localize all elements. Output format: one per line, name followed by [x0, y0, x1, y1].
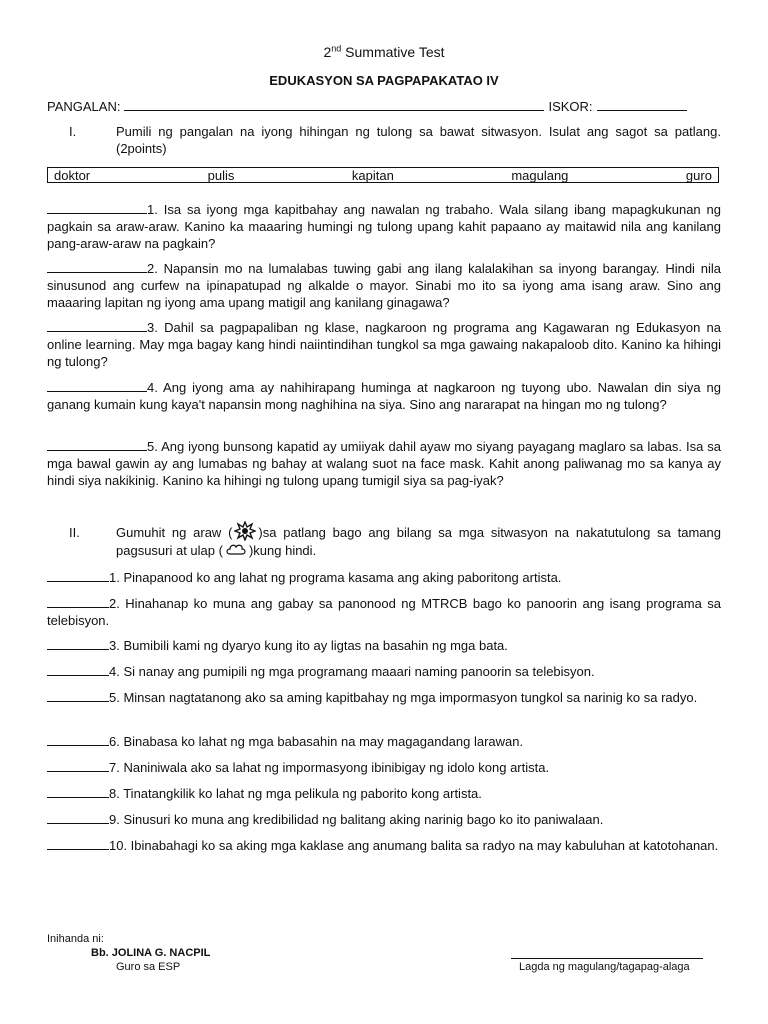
choice-item: guro	[685, 168, 712, 183]
part1-question	[47, 201, 721, 252]
part2-question	[47, 759, 721, 776]
question-text: 5. Minsan nagtatanong ako sa aming kapitbahay ng mga impormasyon tungkol sa narinig ko sa radyo.	[109, 690, 698, 705]
page-title	[0, 44, 768, 61]
answer-blank[interactable]	[47, 595, 109, 608]
answer-blank[interactable]	[47, 260, 147, 273]
part1-question	[47, 260, 721, 311]
part2-question	[47, 569, 721, 586]
teacher-name: Bb. JOLINA G. NACPIL	[91, 947, 211, 959]
question-text: 1. Pinapanood ko ang lahat ng programa kasama ang aking paboritong artista.	[109, 570, 562, 585]
answer-blank[interactable]	[47, 689, 109, 702]
part2-question	[47, 811, 721, 828]
part2-question	[47, 637, 721, 654]
answer-blank[interactable]	[47, 811, 109, 824]
question-text: 9. Sinusuri ko muna ang kredibilidad ng balitang aking narinig bago ko ito paniwalaan.	[109, 812, 604, 827]
question-text: 7. Naniniwala ako sa lahat ng impormasyong ibinibigay ng idolo kong artista.	[109, 760, 550, 775]
question-text: 6. Binabasa ko lahat ng mga babasahin na may magagandang larawan.	[109, 734, 524, 749]
part2-question	[47, 689, 721, 706]
answer-blank[interactable]	[47, 759, 109, 772]
sun-icon	[234, 521, 256, 541]
question-text: 3. Bumibili kami ng dyaryo kung ito ay ligtas na basahin ng mga bata.	[109, 638, 508, 653]
part1-numeral: I.	[69, 124, 77, 139]
question-text: 1. Isa sa iyong mga kapitbahay ang nawalan ng trabaho. Wala silang ibang mapagkukunan ng pagkain sa araw-araw. Kanino ka maaaring humingi ng tulong upang kahit papaano ay maitawid nila ang kanilang pang-araw-araw na pagkain?	[47, 202, 721, 251]
question-text: 2. Hinahanap ko muna ang gabay sa panonood ng MTRCB bago ko panoorin ang isang programa sa telebisyon.	[47, 596, 721, 628]
part1-question	[47, 319, 721, 370]
cloud-icon	[225, 542, 247, 556]
choice-item: magulang	[511, 168, 569, 183]
choices-box	[47, 167, 719, 183]
part2-numeral: II.	[69, 525, 80, 540]
part2-instruction-c: )kung hindi.	[248, 543, 317, 558]
question-text: 8. Tinatangkilik ko lahat ng mga pelikula ng paborito kong artista.	[109, 786, 482, 801]
subject-title: EDUKASYON SA PAGPAPAKATAO IV	[269, 73, 499, 88]
answer-blank[interactable]	[47, 733, 109, 746]
score-label: ISKOR:	[548, 99, 593, 114]
choice-item: pulis	[207, 168, 235, 183]
title-number: 2	[323, 44, 332, 60]
prepared-by-label: Inihanda ni:	[47, 933, 104, 945]
question-text: 4. Si nanay ang pumipili ng mga programang maaari naming panoorin sa telebisyon.	[109, 664, 595, 679]
answer-blank[interactable]	[47, 785, 109, 798]
answer-blank[interactable]	[47, 438, 147, 451]
part1-instruction: Pumili ng pangalan na iyong hihingan ng tulong sa bawat sitwasyon. Isulat ang sagot sa patlang.(2points)	[116, 124, 721, 156]
question-text: 4. Ang iyong ama ay nahihirapang huminga at nagkaroon ng tuyong ubo. Nawalan din siya ng ganang kumain kung kaya't napansin mong naghihina na siya. Sino ang nararapat na hingan mo ng tulong?	[47, 380, 721, 412]
part1-question	[47, 379, 721, 413]
answer-blank[interactable]	[47, 569, 109, 582]
part2-question	[47, 663, 721, 680]
parent-signature-label: Lagda ng magulang/tagapag-alaga	[519, 961, 690, 973]
score-blank[interactable]	[597, 98, 687, 111]
title-superscript: nd	[331, 43, 342, 54]
part2-instruction-b: )sa patlang bago ang bilang sa mga sitwasyon na nakatutulong sa tamang pagsusuri at ulap (	[116, 525, 721, 558]
part2-question	[47, 595, 721, 629]
answer-blank[interactable]	[47, 201, 147, 214]
answer-blank[interactable]	[47, 379, 147, 392]
choice-item: doktor	[54, 168, 91, 183]
answer-blank[interactable]	[47, 837, 109, 850]
part2-instruction	[116, 524, 721, 560]
name-label: PANGALAN:	[47, 99, 121, 114]
part2-question	[47, 733, 721, 750]
answer-blank[interactable]	[47, 637, 109, 650]
part2-question	[47, 837, 721, 854]
signature-line[interactable]	[511, 958, 703, 959]
question-text: 3. Dahil sa pagpapaliban ng klase, nagkaroon ng programa ang Kagawaran ng Edukasyon na online learning. May mga bagay kang hindi naiintindihan tungkol sa mga gawaing nakapaloob dito. Kanino ka hihingi ng tulong?	[47, 320, 721, 369]
part2-question	[47, 785, 721, 802]
name-score-row	[47, 98, 707, 115]
question-text: 10. Ibinabahagi ko sa aking mga kaklase ang anumang balita sa radyo na may kabuluhan at katotohanan.	[109, 838, 719, 853]
answer-blank[interactable]	[47, 319, 147, 332]
name-blank[interactable]	[124, 98, 544, 111]
part2-instruction-a: Gumuhit ng araw (	[116, 525, 233, 540]
question-text: 2. Napansin mo na lumalabas tuwing gabi ang ilang kalalakihan sa inyong barangay. Hindi nila sinusunod ang curfew na ipinapatupad ng alkalde o mayor. Sinabi mo ito sa iyong ama isang araw. Sino ang maaaring lapitan ng iyong ama upang matigil ang kanilang ginagawa?	[47, 261, 721, 310]
part1-question	[47, 438, 721, 489]
teacher-role: Guro sa ESP	[116, 961, 181, 973]
question-text: 5. Ang iyong bunsong kapatid ay umiiyak dahil ayaw mo siyang payagang maglaro sa labas. Isa sa mga bawal gawin ay ang lumabas ng bahay at walang suot na face mask. Kahit anong paliwanag mo sa kanya ay hindi siya nakikinig. Kanino ka hihingi ng tulong upang tumigil siya sa pag-iyak?	[47, 439, 721, 488]
answer-blank[interactable]	[47, 663, 109, 676]
title-text: Summative Test	[341, 44, 445, 60]
choice-item: kapitan	[351, 168, 394, 183]
